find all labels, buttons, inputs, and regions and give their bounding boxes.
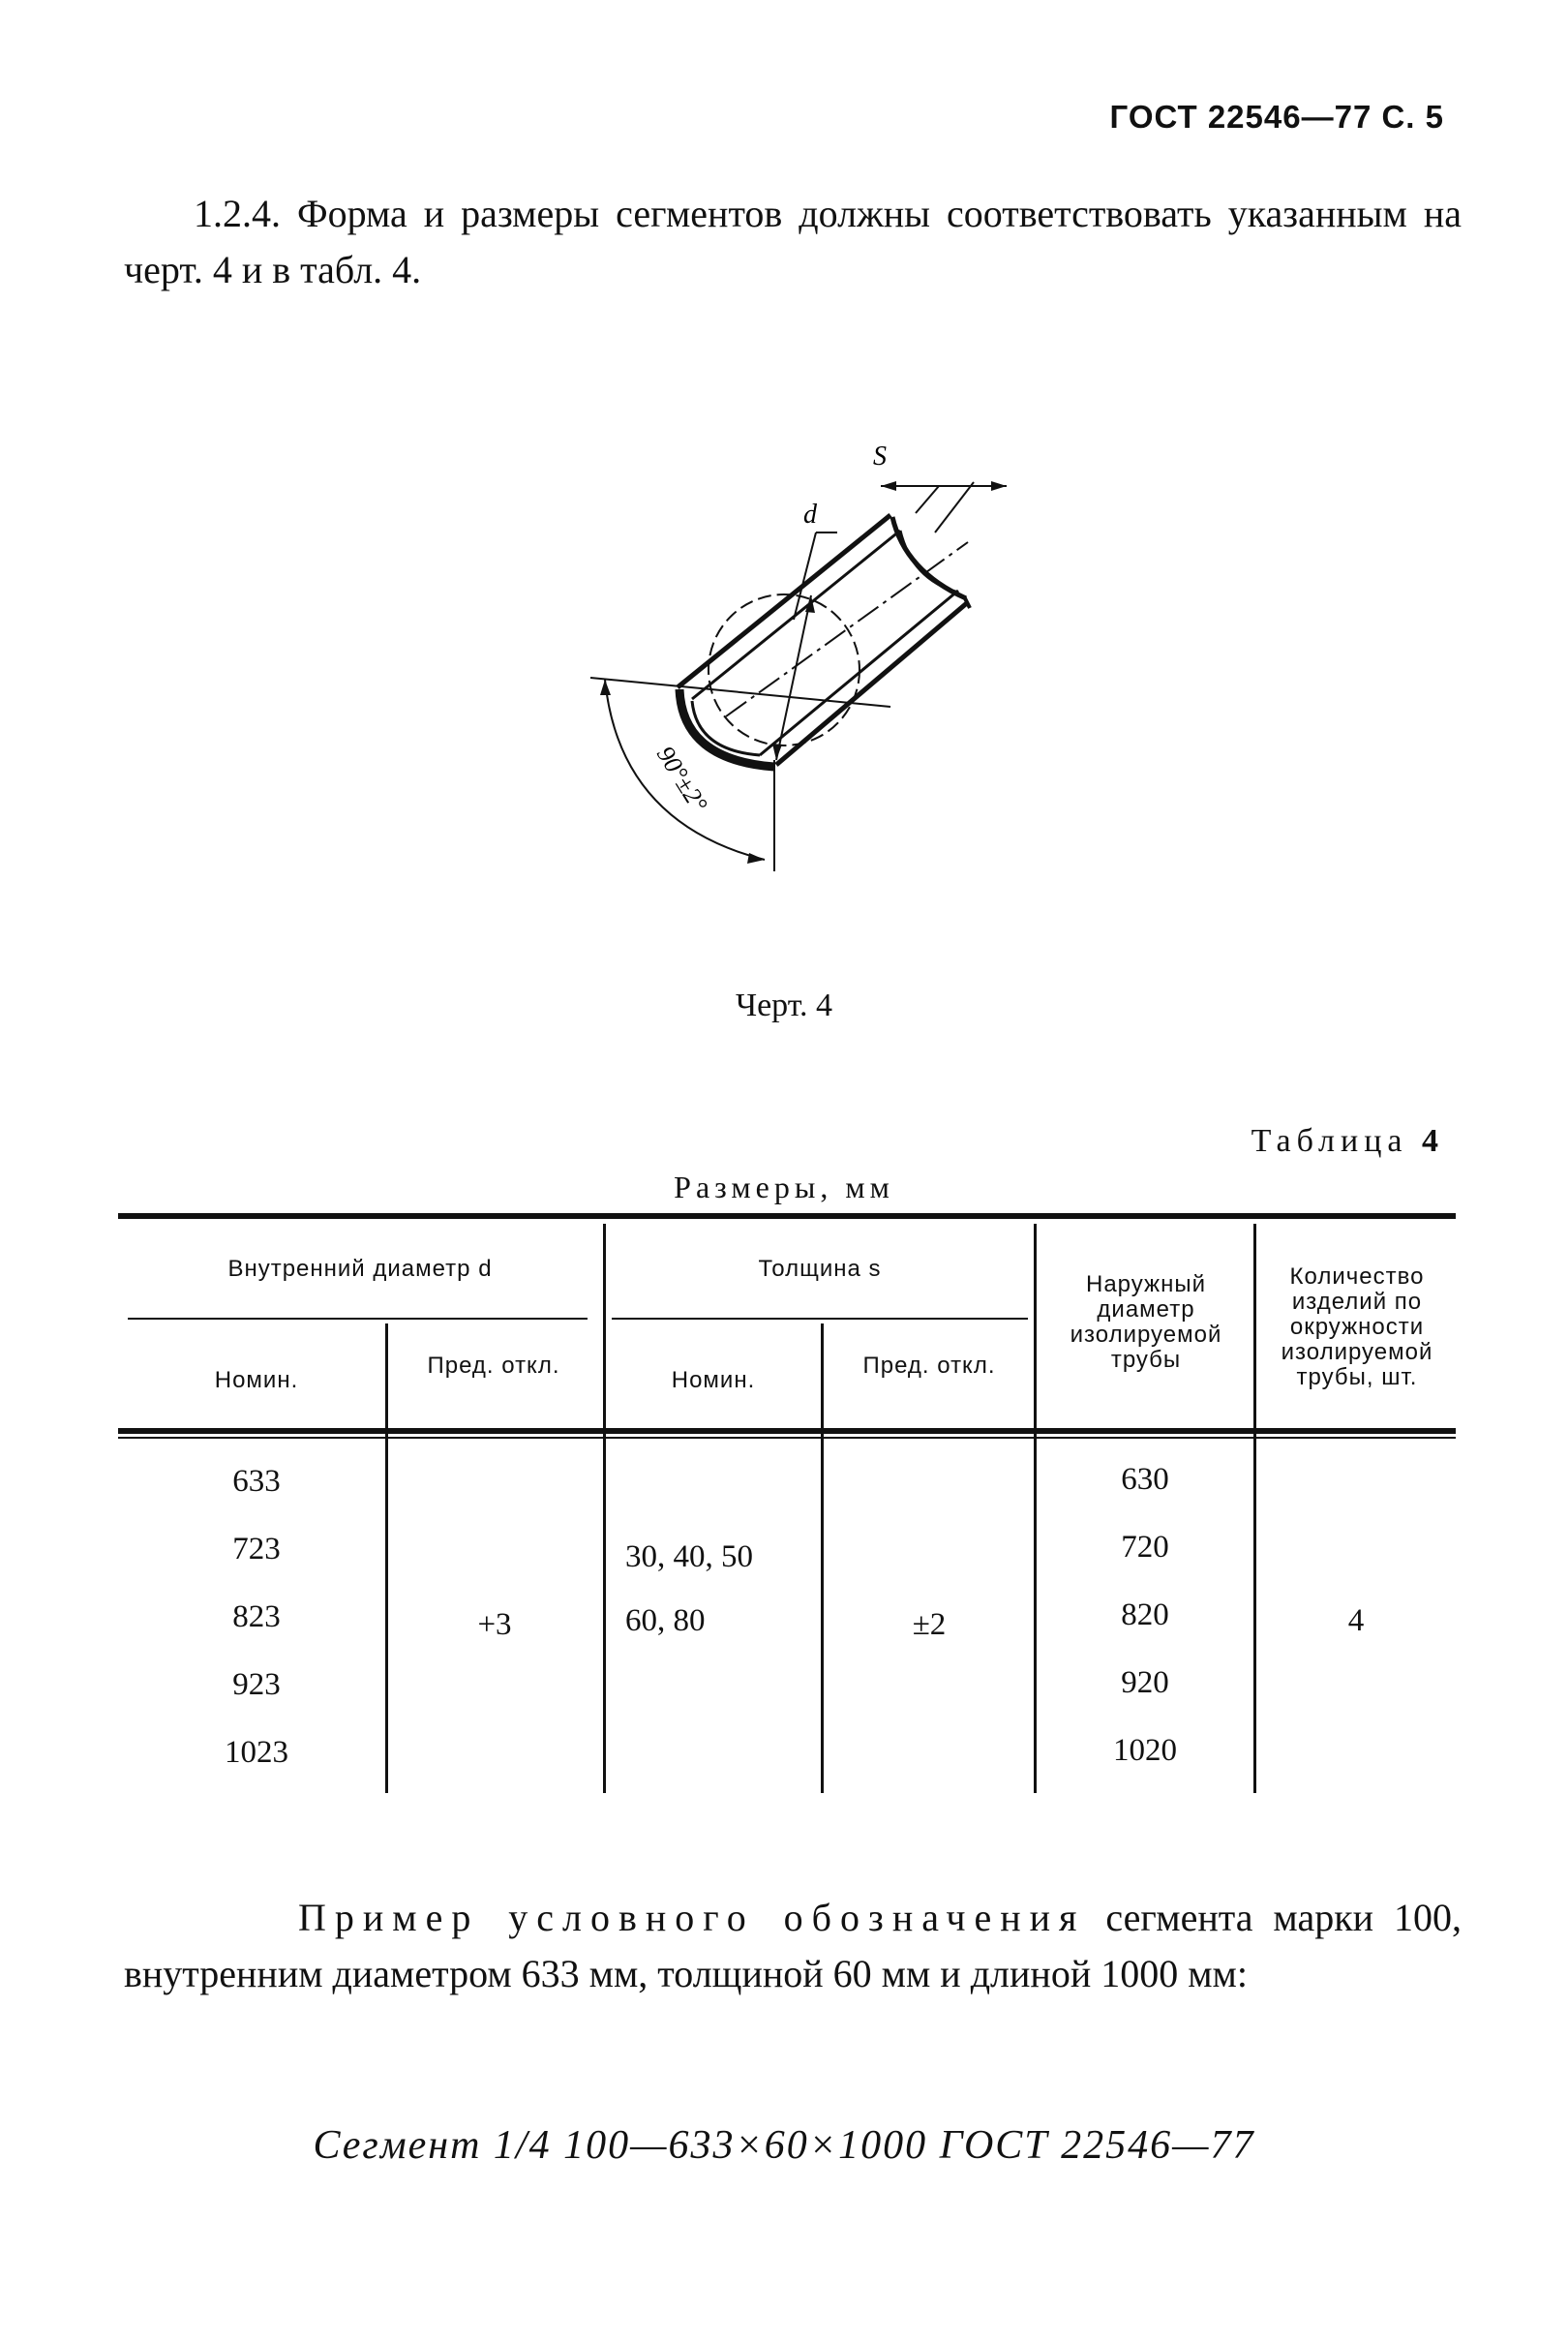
cell-inner-nom-1: 633 — [232, 1464, 281, 1499]
dimension-d-label: d — [803, 500, 817, 530]
cell-inner-dev: +3 — [477, 1607, 512, 1642]
example-text: сегмента марки 100, внутренним диаметром 633 мм, толщиной 60 мм и длиной 1000 мм: — [124, 1896, 1462, 1995]
dimension-s-label: S — [873, 441, 887, 471]
example-paragraph — [124, 1890, 1462, 2002]
cell-outer-4: 920 — [1121, 1665, 1169, 1700]
cell-outer-1: 630 — [1121, 1462, 1169, 1497]
designation-formula: Сегмент 1/4 100—633×60×1000 ГОСТ 22546—77 — [313, 2123, 1255, 2168]
table-top-rule — [118, 1213, 1456, 1219]
vline-1 — [603, 1224, 606, 1793]
vline-3 — [1253, 1224, 1256, 1793]
cell-inner-nom-5: 1023 — [225, 1735, 288, 1770]
cell-inner-nom-3: 823 — [232, 1599, 281, 1634]
vline-5 — [821, 1323, 824, 1793]
header-inner-diameter: Внутренний диаметр d — [227, 1256, 493, 1282]
cell-inner-nom-2: 723 — [232, 1532, 281, 1566]
vline-4 — [385, 1323, 388, 1793]
example-heading: Пример условного обозначения — [298, 1896, 1086, 1939]
cell-inner-nom-4: 923 — [232, 1667, 281, 1702]
header-thickness: Толщина s — [758, 1256, 882, 1282]
cell-outer-2: 720 — [1121, 1530, 1169, 1565]
cell-thickness-dev: ±2 — [912, 1607, 947, 1642]
table-number: 4 — [1422, 1123, 1444, 1159]
clause-number: 1.2.4. — [194, 192, 281, 235]
header-count: Количество изделий по окружности изолируемой трубы, шт. — [1281, 1263, 1433, 1390]
clause-text: Форма и размеры сегментов должны соответствовать указанным на черт. 4 и в табл. 4. — [124, 192, 1462, 291]
cell-count: 4 — [1347, 1603, 1365, 1638]
header-thickness-dev: Пред. откл. — [862, 1353, 996, 1379]
table-label-word: Таблица — [1251, 1123, 1408, 1159]
vline-2 — [1034, 1224, 1037, 1793]
header-inner-nom: Номин. — [214, 1367, 299, 1393]
page-header-code: ГОСТ 22546—77 С. 5 — [1109, 99, 1444, 135]
rule-thickness-group — [612, 1318, 1028, 1320]
angle-label: 90°±2° — [650, 741, 713, 817]
table-units: Размеры, мм — [674, 1170, 894, 1204]
figure-caption: Черт. 4 — [735, 988, 833, 1023]
cell-thickness-nom-2: 60, 80 — [625, 1603, 706, 1638]
cell-outer-5: 1020 — [1113, 1733, 1177, 1768]
cell-outer-3: 820 — [1121, 1597, 1169, 1632]
header-thickness-nom: Номин. — [671, 1367, 756, 1393]
header-outer-diameter: Наружный диаметр изолируемой трубы — [1070, 1271, 1222, 1373]
header-inner-dev: Пред. откл. — [427, 1353, 560, 1379]
cell-thickness-nom-1: 30, 40, 50 — [625, 1539, 753, 1574]
rule-inner-group — [128, 1318, 588, 1320]
